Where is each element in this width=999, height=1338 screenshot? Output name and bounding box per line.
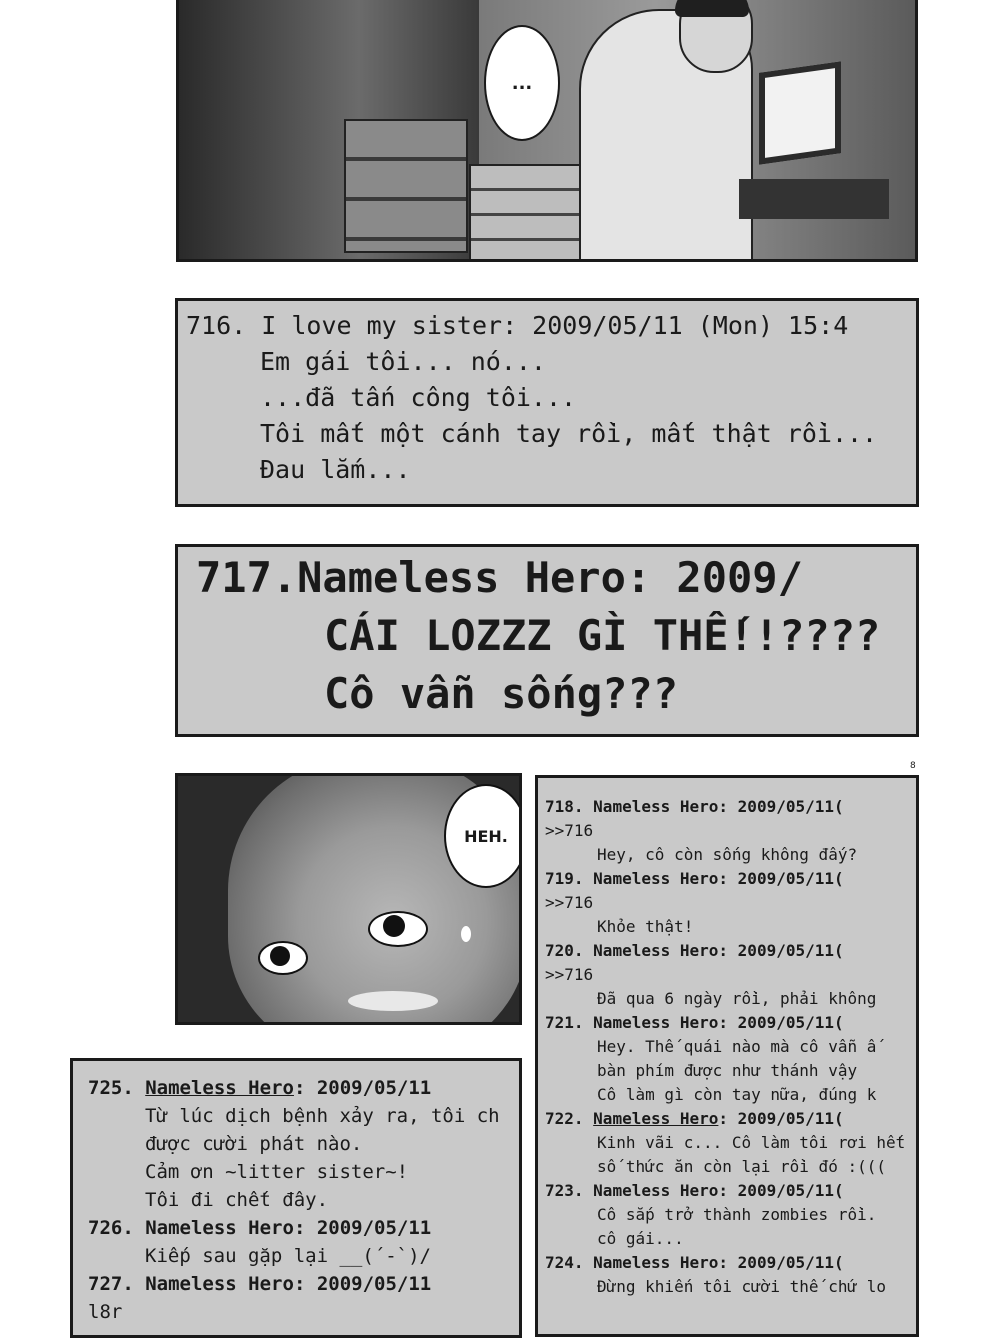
post-717-line: Cô vẫn sống??? bbox=[324, 669, 679, 718]
mouth bbox=[348, 991, 438, 1011]
post-722-body: số thức ăn còn lại rồi đó :((( bbox=[597, 1157, 886, 1176]
man-hair bbox=[675, 0, 749, 17]
post-721-header: 721. Nameless Hero: 2009/05/11( bbox=[545, 1013, 844, 1032]
post-726-header: 726. Nameless Hero: 2009/05/11 bbox=[88, 1217, 432, 1239]
post-721-body: Cô làm gì còn tay nữa, đúng k bbox=[597, 1085, 877, 1104]
panel-post-717 bbox=[175, 544, 919, 737]
post-725-body: Từ lúc dịch bệnh xảy ra, tôi ch bbox=[145, 1105, 500, 1127]
right-pupil bbox=[383, 915, 405, 937]
post-719-body: Khỏe thật! bbox=[597, 917, 694, 936]
post-719-reply-ref: >>716 bbox=[545, 893, 594, 912]
post-725-body: Cảm ơn ~litter sister~! bbox=[145, 1161, 409, 1183]
post-720-header: 720. Nameless Hero: 2009/05/11( bbox=[545, 941, 844, 960]
post-727-body: l8r bbox=[88, 1301, 123, 1323]
post-725-body: Tôi đi chết đây. bbox=[145, 1189, 329, 1211]
post-722-body: Kinh vãi c... Cô làm tôi rơi hết bbox=[597, 1133, 906, 1152]
post-721-body: Hey. Thế quái nào mà cô vẫn ấ bbox=[597, 1037, 877, 1056]
post-724-body: Đừng khiến tôi cười thế chứ lo bbox=[597, 1277, 886, 1296]
post-726-body: Kiếp sau gặp lại __(´-`)/ bbox=[145, 1245, 431, 1267]
post-724-header: 724. Nameless Hero: 2009/05/11( bbox=[545, 1253, 844, 1272]
post-718-reply-ref: >>716 bbox=[545, 821, 594, 840]
panel-posts-725-727 bbox=[70, 1058, 522, 1338]
post-716-line: Đau lắm... bbox=[260, 455, 411, 484]
tear-drop bbox=[461, 926, 471, 942]
page-number: 8 bbox=[910, 761, 916, 771]
left-pupil bbox=[270, 946, 290, 966]
post-725-author-link: Nameless Hero bbox=[145, 1077, 294, 1099]
speech-bubble-ellipsis: ... bbox=[484, 25, 560, 141]
drawer-cabinet bbox=[344, 119, 468, 253]
post-716-line: Tôi mất một cánh tay rồi, mất thật rồi... bbox=[260, 419, 878, 448]
post-723-body: cô gái... bbox=[597, 1229, 684, 1248]
computer-monitor bbox=[759, 61, 841, 165]
post-720-body: Đã qua 6 ngày rồi, phải không bbox=[597, 989, 877, 1008]
panel-post-716 bbox=[175, 298, 919, 507]
panel-posts-718-724 bbox=[535, 775, 919, 1337]
post-717-header: 717.Nameless Hero: 2009/ bbox=[196, 553, 803, 602]
speech-bubble-heh: HEH. bbox=[444, 784, 522, 888]
post-716-line: ...đã tấn công tôi... bbox=[260, 383, 577, 412]
post-722-author-link: Nameless Hero bbox=[593, 1109, 719, 1128]
post-723-header: 723. Nameless Hero: 2009/05/11( bbox=[545, 1181, 844, 1200]
post-719-header: 719. Nameless Hero: 2009/05/11( bbox=[545, 869, 844, 888]
post-721-body: bàn phím được như thánh vậy bbox=[597, 1061, 858, 1080]
keyboard bbox=[739, 179, 889, 219]
post-727-header: 727. Nameless Hero: 2009/05/11 bbox=[88, 1273, 432, 1295]
post-718-body: Hey, cô còn sống không đấy? bbox=[597, 845, 858, 864]
panel-room-scene bbox=[176, 0, 918, 262]
post-716-header: 716. I love my sister: 2009/05/11 (Mon) 15:4 bbox=[186, 311, 849, 340]
post-725-header: 725. Nameless Hero: 2009/05/11 bbox=[88, 1077, 432, 1099]
post-720-reply-ref: >>716 bbox=[545, 965, 594, 984]
post-717-line: CÁI LOZZZ GÌ THẾ!!???? bbox=[324, 611, 881, 660]
post-716-line: Em gái tôi... nó... bbox=[260, 347, 546, 376]
post-718-header: 718. Nameless Hero: 2009/05/11( bbox=[545, 797, 844, 816]
panel-face-closeup bbox=[175, 773, 522, 1025]
post-725-body: được cười phát nào. bbox=[145, 1133, 363, 1155]
post-723-body: Cô sắp trở thành zombies rồi. bbox=[597, 1205, 877, 1224]
post-722-header: 722. Nameless Hero: 2009/05/11( bbox=[545, 1109, 844, 1128]
